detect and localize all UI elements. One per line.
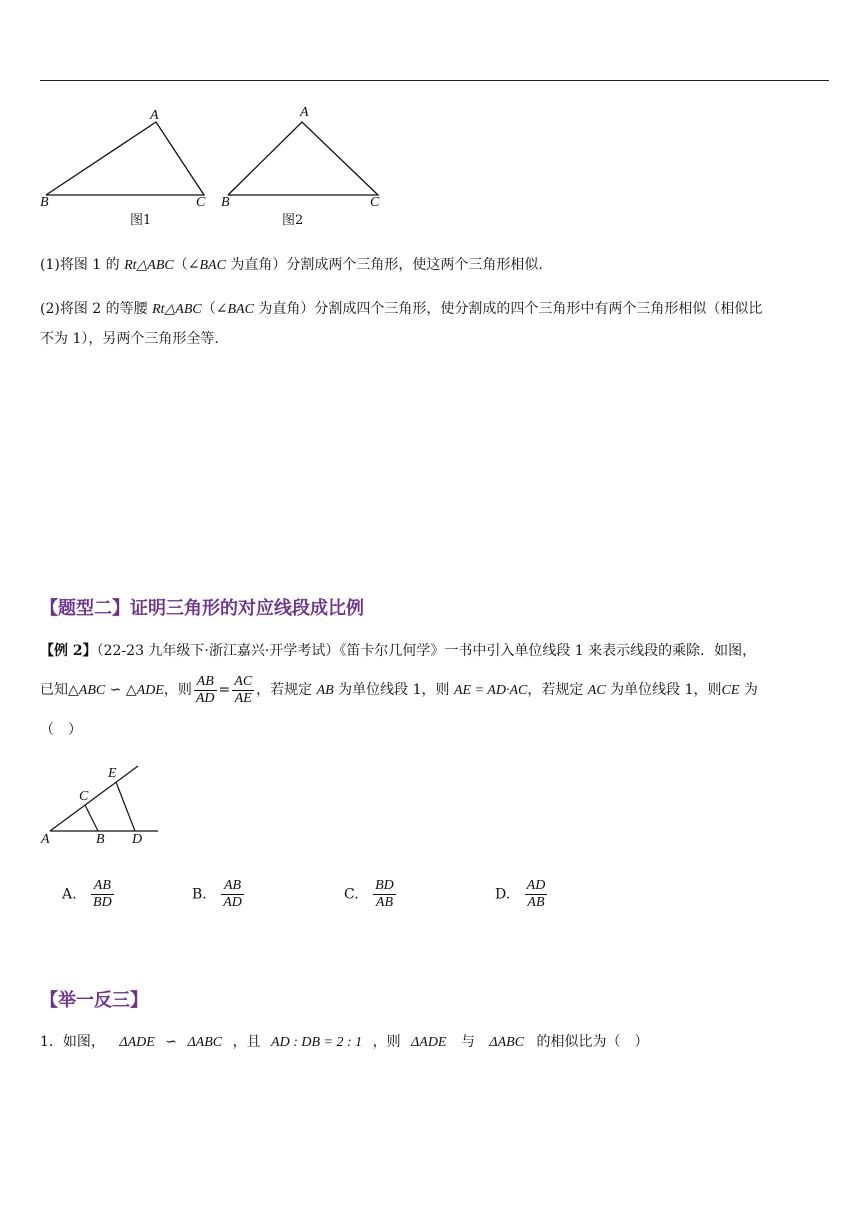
- fig2-triangle: [228, 122, 378, 195]
- example-2-line1: 【例 2】（22-23 九年级下·浙江嘉兴·开学考试）《笛卡尔几何学》一书中引入单位线段 1 来表示线段的乘除．如图，: [40, 643, 757, 659]
- section-heading-practice: 【举一反三】: [40, 990, 148, 1011]
- example-2-line2: 已知△ABC ∽ △ADE，则 $\frac{AB}{AD}$ = $\frac{AC}{AE}$ ，若规定 AB 为单位线段 1，则 AE = AD·AC，若规定 AC 为单位线段 1，则CE 为: [40, 673, 758, 706]
- fig1-caption: 图1: [130, 213, 152, 228]
- fig2-label-C: C: [370, 195, 380, 210]
- segment-e-d: [116, 782, 135, 831]
- fig2-label-B: B: [221, 195, 230, 210]
- line-a-e-extended: [50, 766, 138, 831]
- fraction-ab-ad: $\frac{AB}{AD}$: [195, 673, 215, 706]
- option-d[interactable]: D. $\frac{AD}{AB}$: [495, 878, 546, 910]
- fig1-label-B: B: [40, 195, 49, 210]
- ex2-label-C: C: [79, 789, 89, 804]
- ex2-label-B: B: [96, 832, 105, 847]
- question-2-line2: 不为 1），另两个三角形全等.: [40, 331, 219, 347]
- fraction-ac-ae: $\frac{AC}{AE}$: [234, 673, 253, 706]
- exercise-1: 1．如图， ΔADE ∽ ΔABC ，且 AD : DB = 2 : 1 ，则 ΔADE 与 ΔABC 的相似比为（ ）: [40, 1034, 649, 1050]
- fig2-label-A: A: [300, 105, 309, 120]
- ex2-label-A: A: [41, 832, 50, 847]
- option-c[interactable]: C. $\frac{BD}{AB}$: [344, 878, 394, 910]
- option-b[interactable]: B. $\frac{AB}{AD}$: [192, 878, 242, 910]
- ex2-label-D: D: [132, 832, 143, 847]
- figure-1: [30, 100, 220, 230]
- fig2-caption: 图2: [282, 213, 304, 228]
- fig1-label-C: C: [196, 195, 206, 210]
- ex2-label-E: E: [108, 766, 117, 781]
- header-rule: [40, 80, 829, 81]
- example-2-answer-blank: （ ）: [40, 722, 82, 738]
- example-2-figure: [40, 760, 170, 850]
- option-a[interactable]: A. $\frac{AB}{BD}$: [62, 878, 112, 910]
- segment-c-b: [85, 805, 98, 831]
- fig1-label-A: A: [150, 108, 159, 123]
- question-2: (2)将图 2 的等腰 Rt△ABC（∠BAC 为直角）分割成四个三角形，使分割成的四个三角形中有两个三角形相似（相似比: [40, 301, 763, 317]
- fig1-triangle: [46, 122, 204, 195]
- question-1: (1)将图 1 的 Rt△ABC（∠BAC 为直角）分割成两个三角形，使这两个三角形相似.: [40, 257, 543, 273]
- section-heading-type2: 【题型二】证明三角形的对应线段成比例: [40, 598, 364, 619]
